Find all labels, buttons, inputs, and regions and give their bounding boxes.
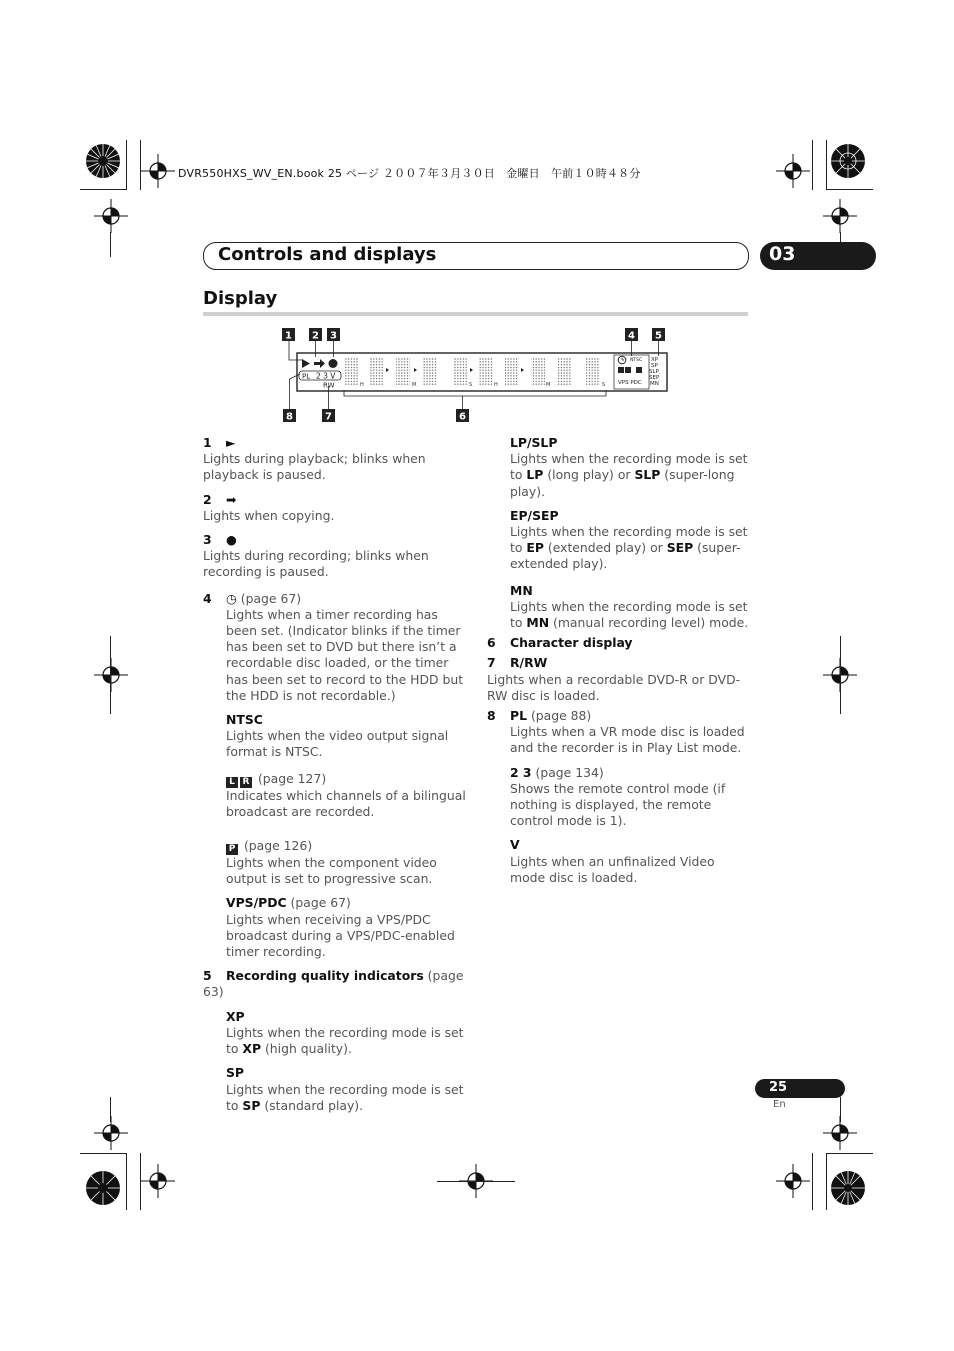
svg-text:SLP: SLP [649,369,659,375]
left-column: 1 ► Lights during playback; blinks when playback is paused. 2 ➡ Lights when copying. 3 ● Lights during recording; blinks when recording is paused. 4 ◷ (page 67) Lights when a timer recording has been set. (Indicator blinks if the timer has been set to DVD but there isn’t a recordable disc loaded, or the timer has been set to record to the HDD but the HDD is not recordable.) NTSC Lights when the video output signal format is NTSC. L R (page 127) Indicates which channels of a bilingual broadcast are recorded. P (page 126) Lights when the component video output is set to progressive scan. VPS/PDC (page 67) Lights when receiving a VPS/PDC broadcast during a VPS/PDC-enabled timer recording. 5 Recording quality indicators (page 63) XP Lights when the recording mode is set to XP (high quality). SP Lights when the recording mode is set to SP (standard play). [203,435,468,1114]
crosshair-icon [776,1164,810,1198]
ntsc-indicator: NTSC [630,358,643,363]
quality-indicators [649,357,660,387]
ep-sep-heading: EP/SEP [510,507,559,523]
v-text: Lights when an unfinalized Video mode disc is loaded. [510,853,715,885]
svg-text:7: 7 [325,411,332,423]
digits-indicator: 2 3 V [316,371,336,381]
svg-text:S: S [469,382,473,388]
pl-indicator: PL [302,372,311,381]
progressive-text: Lights when the component video output is set to progressive scan. [226,855,437,887]
item-3-text: Lights during recording; blinks when recording is paused. [203,548,429,580]
lp-slp-text: Lights when the recording mode is set to LP (long play) or SLP (super-long play). [510,451,748,499]
section-rule [203,312,748,316]
crosshair-icon [94,1116,128,1150]
item-1-text: Lights during playback; blinks when playback is paused. [203,451,426,483]
crosshair-icon [94,199,128,233]
vps-text: Lights when receiving a VPS/PDC broadcast during a VPS/PDC-enabled timer recording. [226,911,455,960]
svg-text:S: S [602,382,606,388]
registration-wheel-icon [830,1170,866,1206]
callout-1 [282,328,295,342]
l-channel-icon: L [226,777,238,788]
page-number-badge [755,1079,845,1098]
v-heading: V [510,837,520,853]
record-icon: ● [226,532,237,548]
mn-text: Lights when the recording mode is set to MN (manual recording level) mode. [510,598,749,631]
right-column: LP/SLP Lights when the recording mode is set to LP (long play) or SLP (super-long play). EP/SEP Lights when the recording mode is set to EP (extended play) or SEP (super-extended play). MN Lights when the recording mode is set to MN (manual recording level) mode. 6 Character display 7 R/RW Lights when a recordable DVD-R or DVD-RW disc is loaded. 8 PL (page 88) Lights when a VR mode disc is loaded and the recorder is in Play List mode. 2 3 (page 134) Shows the remote control mode (if nothing is displayed, the remote control mode is 1). V Lights when an unfinalized Video mode disc is loaded. [487,435,752,886]
xp-text: Lights when the recording mode is set to XP (high quality). [226,1024,464,1057]
lp-slp-heading: LP/SLP [510,435,558,450]
page-number: 25 [769,1080,788,1095]
callout-2 [309,328,322,342]
svg-text:M: M [546,382,551,388]
svg-text:1: 1 [285,330,292,342]
timer-icon: ◷ [226,590,237,606]
front-panel-display-diagram [280,324,672,426]
lr-text: Indicates which channels of a bilingual broadcast are recorded. [226,787,466,819]
chapter-title: Controls and displays [218,244,437,265]
crosshair-icon [823,199,857,233]
ntsc-text: Lights when the video output signal format is NTSC. [226,728,449,760]
callout-7 [322,409,335,423]
remote-mode-text: Shows the remote control mode (if nothing is displayed, the remote control mode is 1). [510,780,726,829]
character-display [344,357,600,385]
svg-text:4: 4 [628,330,635,342]
svg-text:8: 8 [286,411,293,423]
character-display-heading: Character display [510,635,633,651]
chapter-number: 03 [769,243,796,265]
play-icon: ► [226,435,236,450]
svg-text:SEP: SEP [649,375,660,381]
section-title: Display [203,288,278,309]
svg-text:H: H [360,382,364,388]
play-icon [302,359,310,368]
r-channel-icon: R [240,777,252,788]
svg-text:2: 2 [312,330,319,342]
xp-heading: XP [226,1008,245,1024]
registration-wheel-icon [85,143,121,179]
crosshair-icon [94,658,128,692]
progressive-icon: P [226,844,238,855]
ntsc-heading: NTSC [226,712,263,728]
svg-text:MN: MN [650,381,659,387]
crosshair-icon [776,154,810,188]
r-rw-heading: R/RW [510,655,548,671]
crosshair-icon [823,1116,857,1150]
sp-heading: SP [226,1065,245,1081]
registration-wheel-icon [85,1170,121,1206]
svg-text:5: 5 [655,330,662,342]
copy-arrow-icon [314,359,325,368]
copy-arrow-icon: ➡ [226,491,237,507]
r-rw-text: Lights when a recordable DVD-R or DVD-RW disc is loaded. [487,671,741,703]
ep-sep-text: Lights when the recording mode is set to EP (extended play) or SEP (super-extended play). [510,524,748,572]
callout-8 [283,409,296,423]
sp-text: Lights when the recording mode is set to SP (standard play). [226,1081,464,1113]
file-header-line: DVR550HXS_WV_EN.book 25 ページ ２００７年３月３０日 金曜日 午前１０時４８分 [178,167,641,180]
svg-text:H: H [494,382,498,388]
svg-text:SP: SP [651,363,658,369]
mn-heading: MN [510,582,533,598]
vps-pdc-indicator: VPS PDC [618,380,642,386]
svg-text:XP: XP [651,357,659,363]
chapter-number-badge [760,242,876,270]
callout-3 [327,328,340,342]
pl-text: Lights when a VR mode disc is loaded and the recorder is in Play List mode. [510,724,745,756]
callout-5 [652,328,665,342]
svg-text:6: 6 [459,411,466,423]
record-icon [329,359,338,368]
item-2-text: Lights when copying. [203,507,335,523]
callout-6 [456,409,469,423]
crosshair-icon [141,1164,175,1198]
registration-wheel-icon [830,143,866,179]
chapter-header [203,242,749,270]
crosshair-icon [141,154,175,188]
item-4-text: Lights when a timer recording has been set. (Indicator blinks if the timer has been set to DVD but there isn’t a recordable disc loaded, or the timer has been set to record to the HDD but the HDD is not recordable.) [226,606,464,703]
rw-indicator: RW [323,381,335,390]
callout-4 [625,328,638,342]
svg-text:3: 3 [330,330,337,342]
page-language: En [773,1099,786,1110]
svg-text:M: M [412,382,417,388]
